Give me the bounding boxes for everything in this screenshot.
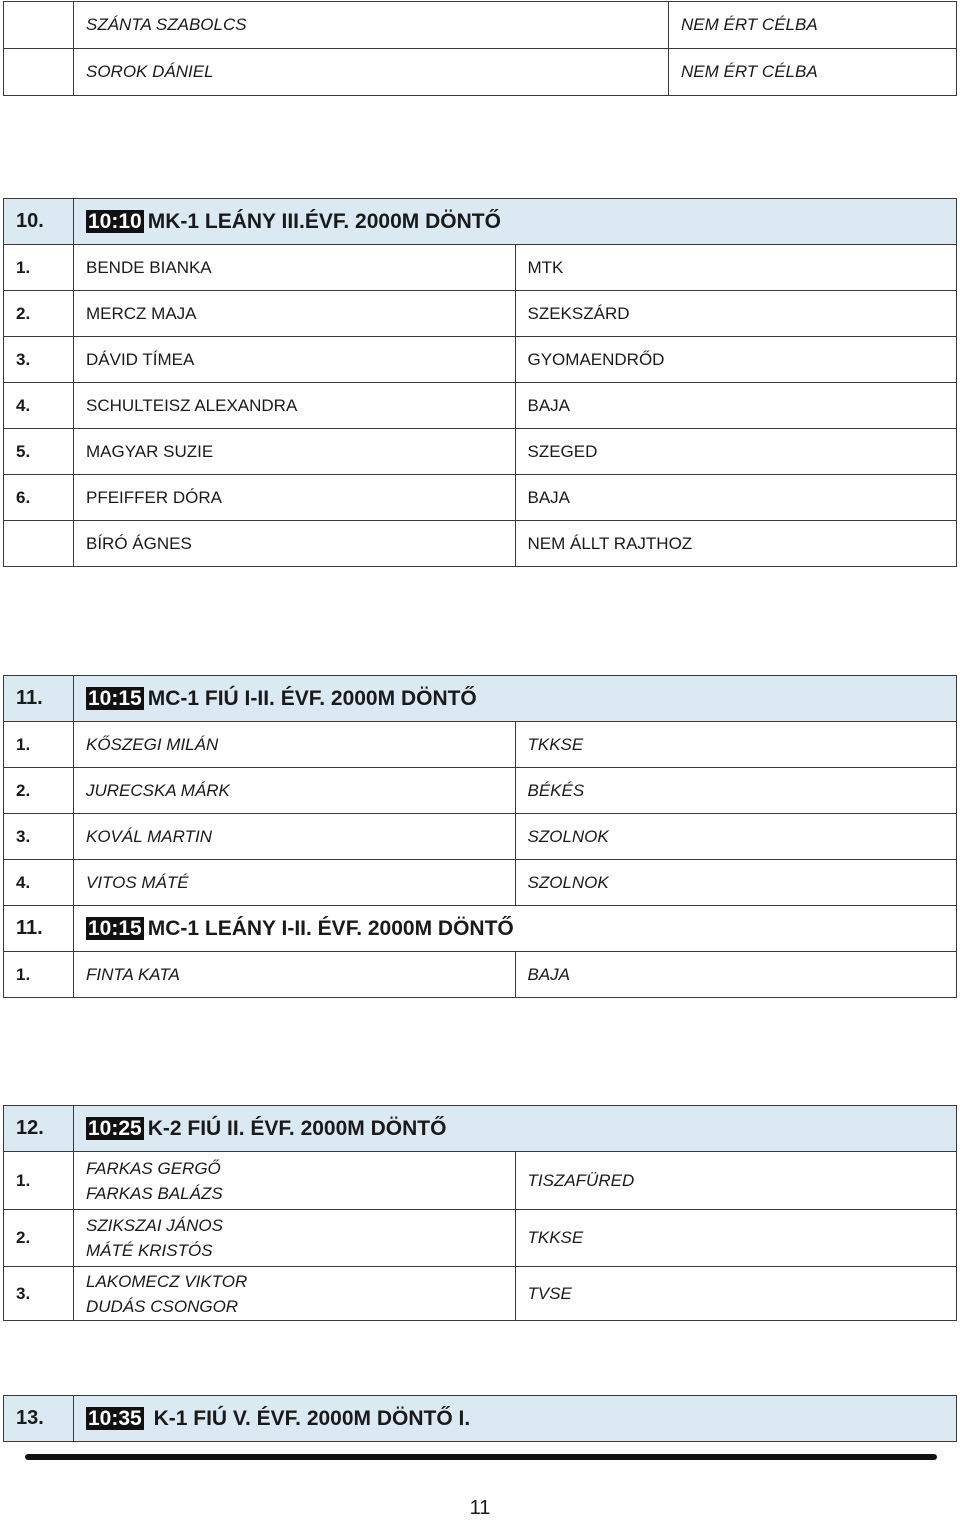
table-row: [4, 1267, 957, 1321]
club-name: TKKSE: [515, 1210, 957, 1267]
table-row: [4, 429, 957, 475]
athlete-name: DUDÁS CSONGOR: [86, 1296, 239, 1316]
race-12-table: [3, 1105, 957, 1321]
table-row: [4, 768, 957, 814]
race-title-cell: [74, 1106, 957, 1152]
race-13-table: [3, 1395, 957, 1442]
race-subheader: [4, 906, 957, 952]
club-name: BAJA: [515, 952, 957, 998]
club-name: NEM ÁLLT RAJTHOZ: [515, 521, 957, 567]
table-row: [4, 952, 957, 998]
athlete-name: SZIKSZAI JÁNOS: [86, 1216, 223, 1235]
place-cell: 4.: [4, 383, 74, 429]
athlete-name: BÍRÓ ÁGNES: [74, 521, 516, 567]
athlete-name: BENDE BIANKA: [74, 245, 516, 291]
athlete-name: SOROK DÁNIEL: [74, 49, 669, 96]
table-row: [4, 860, 957, 906]
crew-names: [74, 1210, 516, 1267]
place-cell: 3.: [4, 1267, 74, 1321]
athlete-name: LAKOMECZ VIKTOR: [86, 1271, 248, 1291]
race-number: 11.: [4, 676, 74, 722]
race-title: MK-1 LEÁNY III.ÉVF. 2000M DÖNTŐ: [147, 209, 501, 233]
place-cell: [4, 2, 74, 49]
place-cell: 1.: [4, 245, 74, 291]
place-cell: 2.: [4, 768, 74, 814]
place-cell: 3.: [4, 814, 74, 860]
athlete-name: MAGYAR SUZIE: [74, 429, 516, 475]
place-cell: [4, 521, 74, 567]
race-title-cell: [74, 676, 957, 722]
race-title: MC-1 FIÚ I-II. ÉVF. 2000M DÖNTŐ: [147, 686, 477, 710]
place-cell: 1.: [4, 952, 74, 998]
race-time: 10:15: [88, 686, 142, 710]
race-number: 10.: [4, 199, 74, 245]
race-header: [4, 676, 957, 722]
place-cell: 2.: [4, 1210, 74, 1267]
club-name: BAJA: [515, 383, 957, 429]
place-cell: 4.: [4, 860, 74, 906]
place-cell: [4, 49, 74, 96]
race-title-cell: [74, 199, 957, 245]
athlete-name: DÁVID TÍMEA: [74, 337, 516, 383]
table-row: [4, 337, 957, 383]
athlete-name: PFEIFFER DÓRA: [74, 475, 516, 521]
table-row: [4, 49, 957, 96]
results-table-continued: [3, 1, 957, 96]
athlete-name: MERCZ MAJA: [74, 291, 516, 337]
athlete-name: VITOS MÁTÉ: [74, 860, 516, 906]
race-time: 10:10: [88, 209, 142, 233]
race-title: K-1 FIÚ V. ÉVF. 2000M DÖNTŐ I.: [153, 1406, 471, 1430]
place-cell: 1.: [4, 722, 74, 768]
place-cell: 1.: [4, 1152, 74, 1210]
table-row: [4, 814, 957, 860]
club-name: TKKSE: [515, 722, 957, 768]
race-title: K-2 FIÚ II. ÉVF. 2000M DÖNTŐ: [147, 1116, 447, 1140]
club-name: BÉKÉS: [515, 768, 957, 814]
race-header: [4, 199, 957, 245]
race-11-table: [3, 675, 957, 998]
athlete-name: FARKAS BALÁZS: [86, 1183, 223, 1203]
club-name: NEM ÉRT CÉLBA: [669, 49, 957, 96]
club-name: TVSE: [515, 1267, 957, 1321]
athlete-name: MÁTÉ KRISTÓS: [86, 1241, 213, 1260]
athlete-name: SCHULTEISZ ALEXANDRA: [74, 383, 516, 429]
club-name: BAJA: [515, 475, 957, 521]
race-time: 10:15: [88, 916, 142, 940]
club-name: SZOLNOK: [515, 860, 957, 906]
crew-names: [74, 1267, 516, 1321]
table-row: [4, 383, 957, 429]
athlete-name: KŐSZEGI MILÁN: [74, 722, 516, 768]
page-number: 11: [469, 1497, 491, 1519]
race-number: 12.: [4, 1106, 74, 1152]
place-cell: 5.: [4, 429, 74, 475]
footer-rule: [25, 1454, 937, 1460]
race-time: 10:35: [88, 1406, 142, 1430]
crew-names: [74, 1152, 516, 1210]
race-time: 10:25: [88, 1116, 142, 1140]
race-title-cell: [74, 906, 957, 952]
athlete-name: SZÁNTA SZABOLCS: [74, 2, 669, 49]
club-name: MTK: [515, 245, 957, 291]
table-row: [4, 722, 957, 768]
place-cell: 2.: [4, 291, 74, 337]
club-name: SZEGED: [515, 429, 957, 475]
race-number: 13.: [4, 1396, 74, 1442]
table-row: [4, 1210, 957, 1267]
race-header: [4, 1396, 957, 1442]
table-row: [4, 245, 957, 291]
race-number: 11.: [4, 906, 74, 952]
athlete-name: JURECSKA MÁRK: [74, 768, 516, 814]
club-name: NEM ÉRT CÉLBA: [669, 2, 957, 49]
race-title-cell: [74, 1396, 957, 1442]
table-row: [4, 2, 957, 49]
athlete-name: FARKAS GERGŐ: [86, 1158, 221, 1178]
race-title: MC-1 LEÁNY I-II. ÉVF. 2000M DÖNTŐ: [147, 916, 514, 940]
athlete-name: KOVÁL MARTIN: [74, 814, 516, 860]
athlete-name: FINTA KATA: [74, 952, 516, 998]
club-name: GYOMAENDRŐD: [515, 337, 957, 383]
race-header: [4, 1106, 957, 1152]
club-name: SZEKSZÁRD: [515, 291, 957, 337]
place-cell: 6.: [4, 475, 74, 521]
table-row: [4, 521, 957, 567]
race-10-table: [3, 198, 957, 567]
club-name: TISZAFÜRED: [515, 1152, 957, 1210]
place-cell: 3.: [4, 337, 74, 383]
club-name: SZOLNOK: [515, 814, 957, 860]
table-row: [4, 291, 957, 337]
table-row: [4, 475, 957, 521]
table-row: [4, 1152, 957, 1210]
